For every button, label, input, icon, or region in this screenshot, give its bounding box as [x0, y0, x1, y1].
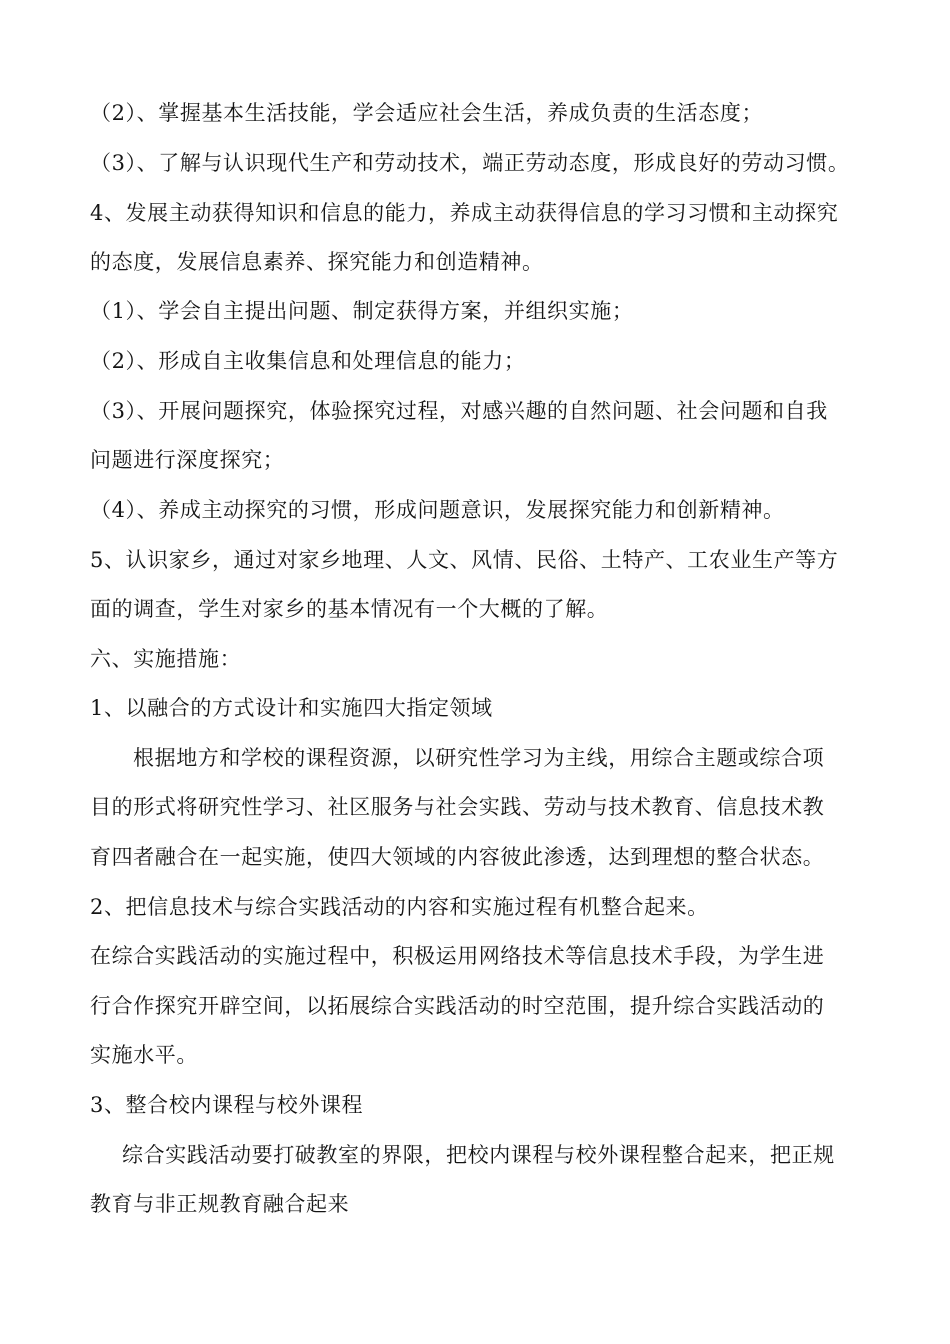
- text-line-goal-2: （2）、掌握基本生活技能，学会适应社会生活，养成负责的生活态度；: [90, 101, 764, 125]
- measure-3-paragraph-line-2: 教育与非正规教育融合起来: [90, 1192, 350, 1216]
- section-heading-measures: 六、实施措施：: [90, 647, 242, 671]
- text-line-sub-4: （4）、养成主动探究的习惯，形成问题意识，发展探究能力和创新精神。: [90, 498, 785, 522]
- measure-3-paragraph-line-1: 综合实践活动要打破教室的界限，把校内课程与校外课程整合起来，把正规: [122, 1143, 835, 1167]
- measure-1-paragraph-line-2: 目的形式将研究性学习、社区服务与社会实践、劳动与技术教育、信息技术教: [90, 795, 825, 819]
- measure-2-paragraph-line-2: 行合作探究开辟空间，以拓展综合实践活动的时空范围，提升综合实践活动的: [90, 994, 825, 1018]
- text-line-goal-3: （3）、了解与认识现代生产和劳动技术，端正劳动态度，形成良好的劳动习惯。: [90, 151, 850, 175]
- text-line-objective-4-cont: 的态度，发展信息素养、探究能力和创造精神。: [90, 250, 544, 274]
- text-line-sub-2: （2）、形成自主收集信息和处理信息的能力；: [90, 349, 526, 373]
- text-line-objective-5-cont: 面的调查，学生对家乡的基本情况有一个大概的了解。: [90, 597, 609, 621]
- measure-1-heading: 1、以融合的方式设计和实施四大指定领域: [90, 696, 493, 720]
- text-line-objective-4: 4、发展主动获得知识和信息的能力，养成主动获得信息的学习习惯和主动探究: [90, 201, 839, 225]
- text-line-sub-1: （1）、学会自主提出问题、制定获得方案，并组织实施；: [90, 299, 634, 323]
- measure-2-paragraph-line-3: 实施水平。: [90, 1043, 198, 1067]
- measure-2-heading: 2、把信息技术与综合实践活动的内容和实施过程有机整合起来。: [90, 895, 709, 919]
- measure-1-paragraph-line-1: 根据地方和学校的课程资源，以研究性学习为主线，用综合主题或综合项: [133, 746, 825, 770]
- measure-2-paragraph-line-1: 在综合实践活动的实施过程中，积极运用网络技术等信息技术手段，为学生进: [90, 944, 825, 968]
- text-line-sub-3: （3）、开展问题探究，体验探究过程，对感兴趣的自然问题、社会问题和自我: [90, 399, 828, 423]
- measure-1-paragraph-line-3: 育四者融合在一起实施，使四大领域的内容彼此渗透，达到理想的整合状态。: [90, 845, 825, 869]
- measure-3-heading: 3、整合校内课程与校外课程: [90, 1093, 364, 1117]
- text-line-sub-3-cont: 问题进行深度探究；: [90, 448, 285, 472]
- text-line-objective-5: 5、认识家乡，通过对家乡地理、人文、风情、民俗、土特产、工农业生产等方: [90, 548, 839, 572]
